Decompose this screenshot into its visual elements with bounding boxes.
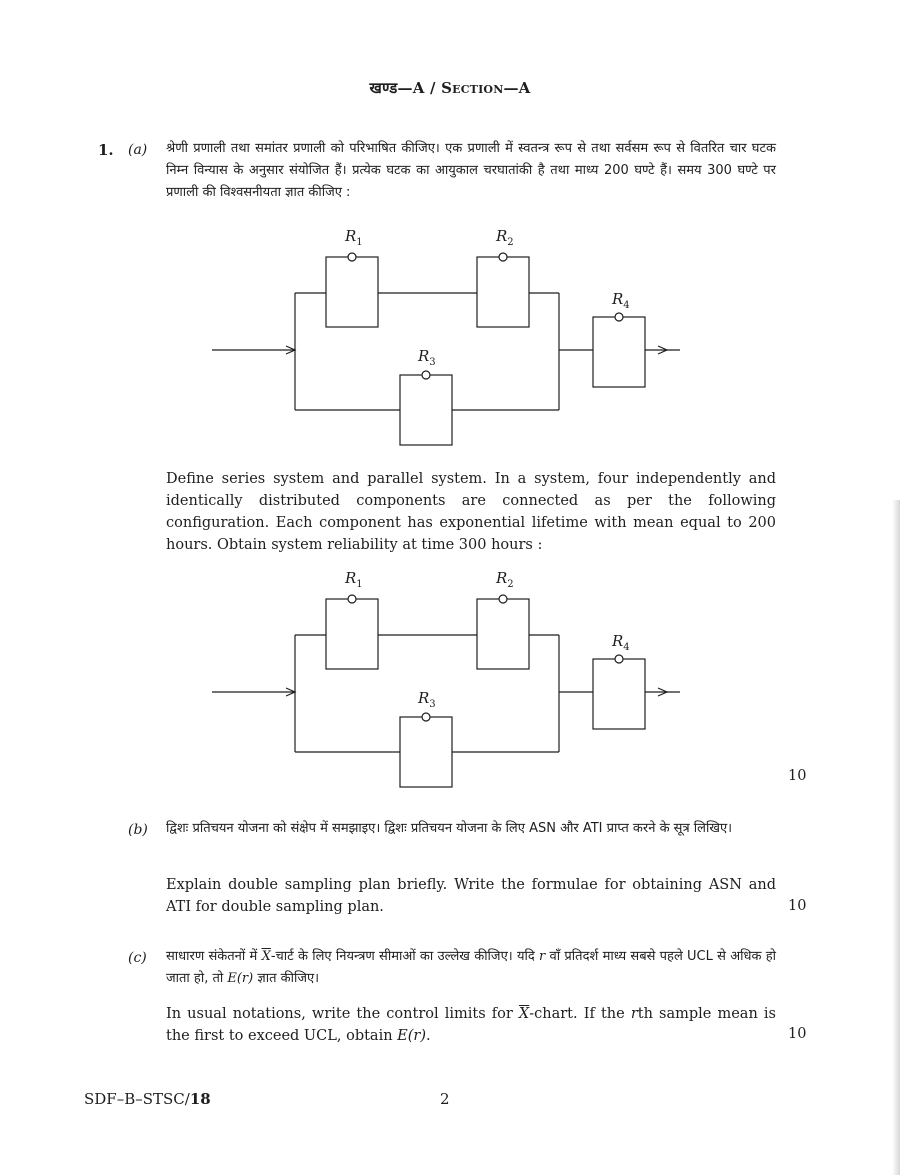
part-b-hindi-text: द्विशः प्रतिचयन योजना को संक्षेप में समझाइए। द्विशः प्रतिचयन योजना के लिए ASN और ATI प्राप्त करने के सूत्र लिखिए। bbox=[166, 821, 733, 836]
part-c-hindi-pre: साधारण संकेतनों में bbox=[166, 949, 262, 964]
node-r2 bbox=[499, 253, 507, 261]
part-c-hindi-text bbox=[166, 946, 776, 990]
component-r2 bbox=[477, 599, 529, 669]
paper-code bbox=[84, 1090, 211, 1108]
part-c-english-text bbox=[166, 1003, 776, 1047]
paper-code-text: SDF–B–STSC/ bbox=[84, 1090, 190, 1108]
part-c-hindi-er: E(r) bbox=[227, 971, 254, 986]
section-heading bbox=[0, 78, 900, 98]
reliability-diagram-english bbox=[200, 564, 700, 794]
scan-shadow-edge bbox=[892, 500, 900, 1175]
part-c-eng-er: E(r) bbox=[397, 1028, 427, 1044]
part-a-english-text: Define series system and parallel system. In a system, four independently and identically distributed components are connected as per the following configuration. Each component has exponential lifetime with mean equal to 200 hours. Obtain system reliability at time 300 hours : bbox=[166, 471, 776, 553]
part-c-hindi-xbar: $\overline{X}$ bbox=[261, 949, 271, 964]
section-heading-english: Section—A bbox=[441, 79, 531, 97]
part-c-hindi-mid: -चार्ट के लिए नियन्त्रण सीमाओं का उल्लेख कीजिए। यदि bbox=[270, 949, 540, 964]
part-c-label: (c) bbox=[128, 950, 147, 966]
part-a-hindi-text: श्रेणी प्रणाली तथा समांतर प्रणाली को परिभाषित कीजिए। एक प्रणाली में स्वतन्त्र रूप से तथा सर्वसम रूप से वितरित चार घटक निम्न विन्यास के अनुसार संयोजित हैं। प्रत्येक घटक का आयुकाल चरघातांकी है तथा माध्य 200 घण्टे हैं। समय 300 घण्टे पर प्रणाली की विश्वसनीयता ज्ञात कीजिए : bbox=[166, 141, 776, 200]
node-r4 bbox=[615, 655, 623, 663]
part-c-hindi-end: ज्ञात कीजिए। bbox=[253, 971, 320, 986]
component-r4 bbox=[593, 317, 645, 387]
part-c-eng-end: . bbox=[426, 1028, 431, 1044]
question-number: 1. bbox=[98, 141, 114, 159]
section-heading-separator: / bbox=[429, 79, 436, 97]
node-r4 bbox=[615, 313, 623, 321]
part-c-eng-r: r bbox=[630, 1006, 638, 1022]
part-a-label: (a) bbox=[128, 142, 148, 158]
page-number: 2 bbox=[440, 1090, 450, 1108]
node-r3 bbox=[422, 371, 430, 379]
component-r2 bbox=[477, 257, 529, 327]
label-r2: $R_2$ bbox=[496, 569, 514, 590]
component-r4 bbox=[593, 659, 645, 729]
component-r3 bbox=[400, 375, 452, 445]
label-r2: $R_2$ bbox=[496, 227, 514, 248]
part-b-marks: 10 bbox=[788, 898, 807, 914]
part-c-eng-post: th sample mean is the first to exceed UCL, obtain bbox=[166, 1006, 776, 1044]
component-r1 bbox=[326, 257, 378, 327]
component-r1 bbox=[326, 599, 378, 669]
part-b-english-text: Explain double sampling plan briefly. Write the formulae for obtaining ASN and ATI for double sampling plan. bbox=[166, 877, 776, 915]
paper-code-bold: 18 bbox=[189, 1090, 211, 1108]
node-r3 bbox=[422, 713, 430, 721]
label-r3: $R_3$ bbox=[418, 689, 436, 710]
section-heading-hindi: खण्ड—A bbox=[369, 79, 425, 97]
label-r4: $R_4$ bbox=[612, 632, 630, 653]
label-r1: $R_1$ bbox=[345, 569, 363, 590]
part-c-hindi-post: वाँ प्रतिदर्श माध्य सबसे पहले UCL से अधिक हो जाता हो, तो bbox=[166, 949, 777, 986]
node-r1 bbox=[348, 253, 356, 261]
part-c-eng-mid: -chart. If the bbox=[529, 1006, 631, 1022]
part-c-eng-pre: In usual notations, write the control limits for bbox=[166, 1006, 519, 1022]
component-r3 bbox=[400, 717, 452, 787]
label-r3: $R_3$ bbox=[418, 347, 436, 368]
reliability-diagram-hindi bbox=[200, 222, 700, 452]
label-r4: $R_4$ bbox=[612, 290, 630, 311]
part-c-eng-xbar: $\overline{X}$ bbox=[518, 1006, 530, 1022]
part-b-label: (b) bbox=[128, 822, 148, 838]
node-r2 bbox=[499, 595, 507, 603]
part-c-hindi-r: r bbox=[539, 949, 546, 964]
node-r1 bbox=[348, 595, 356, 603]
part-c-marks: 10 bbox=[788, 1026, 807, 1042]
part-a-marks: 10 bbox=[788, 768, 807, 784]
label-r1: $R_1$ bbox=[345, 227, 363, 248]
